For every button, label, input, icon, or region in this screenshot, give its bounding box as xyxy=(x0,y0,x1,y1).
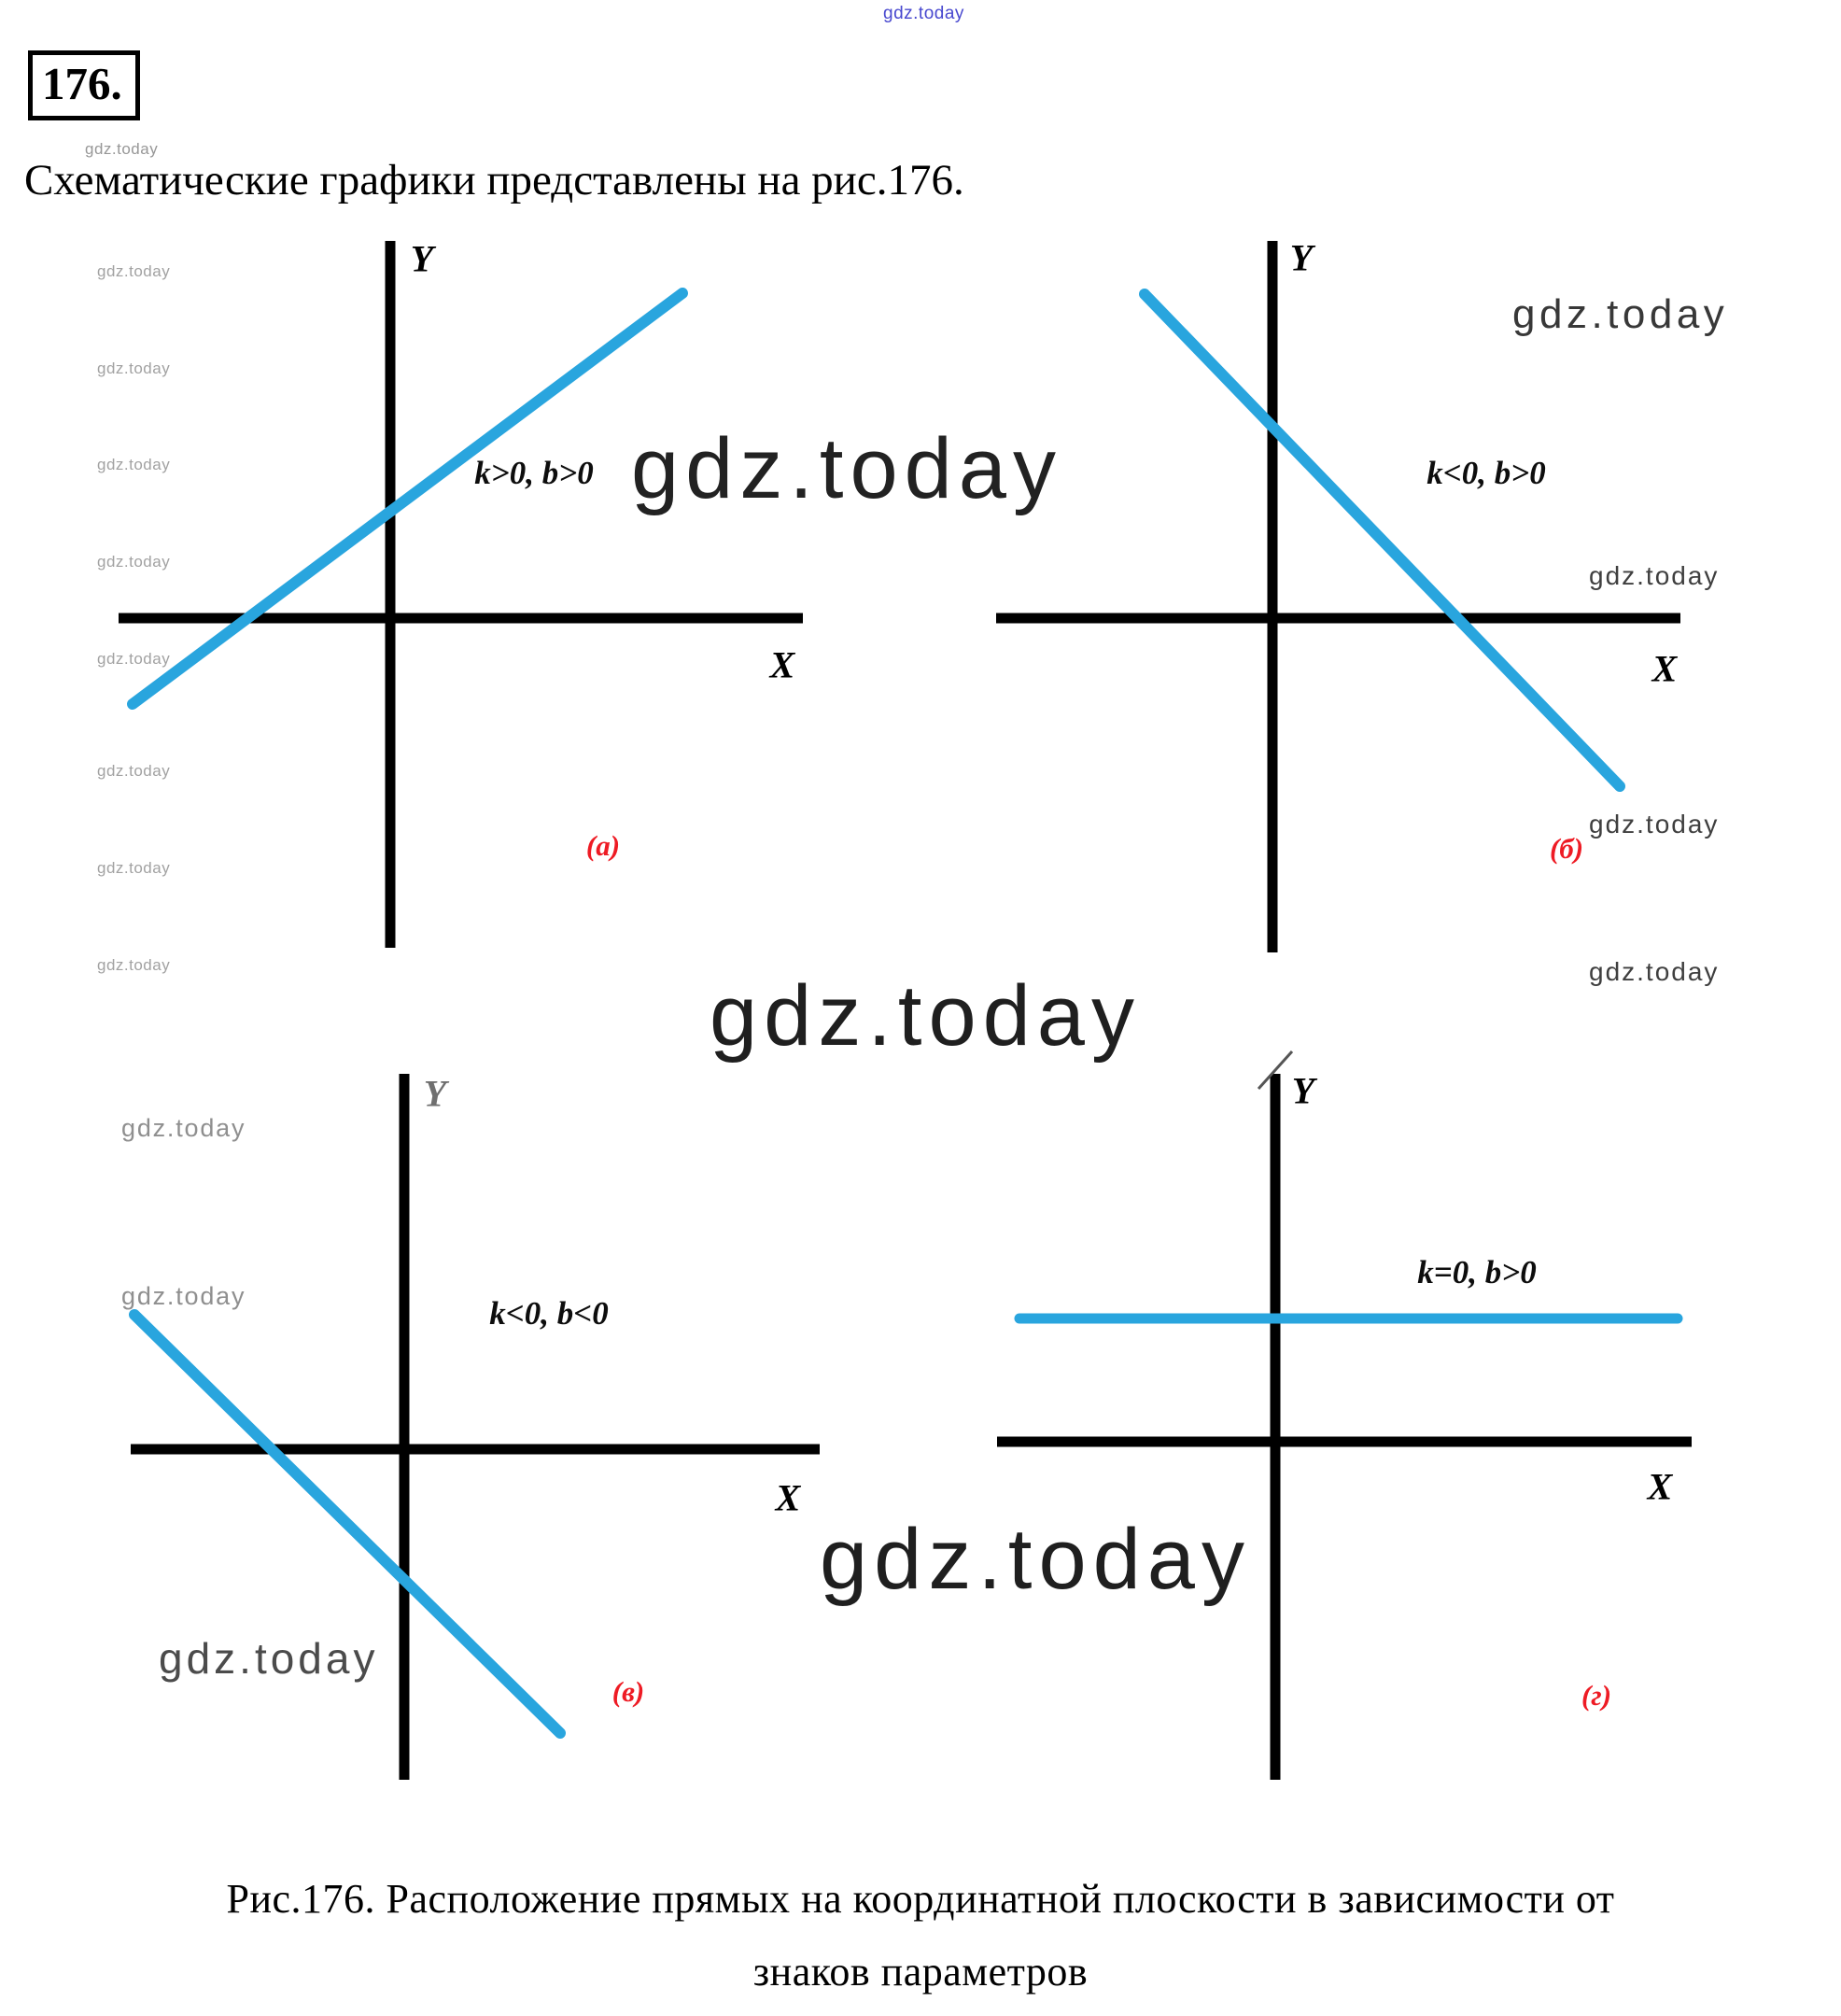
graph-v-x-axis-label: X xyxy=(775,1476,801,1519)
page-title: Схематические графики представлены на рис.176. xyxy=(24,156,964,204)
watermark: gdz.today xyxy=(1589,957,1720,986)
graph-a-marker: (а) xyxy=(585,829,621,862)
watermark-large: gdz.today xyxy=(820,1512,1251,1607)
watermark: gdz.today xyxy=(97,553,171,571)
watermark: gdz.today xyxy=(97,262,171,280)
figure-caption-line1: Рис.176. Расположение прямых на координатной плоскости в зависимости от xyxy=(226,1876,1615,1922)
watermark: gdz.today xyxy=(121,1114,246,1142)
watermark: gdz.today xyxy=(97,762,171,780)
graph-a-y-axis-label: Y xyxy=(410,237,434,280)
graph-g-x-axis-label: X xyxy=(1647,1465,1673,1508)
watermark-large: gdz.today xyxy=(631,421,1062,516)
watermark: gdz.today xyxy=(97,650,171,668)
watermark: gdz.today xyxy=(1512,291,1729,337)
watermark: gdz.today xyxy=(1589,561,1720,590)
watermark: gdz.today xyxy=(159,1634,379,1683)
watermark: gdz.today xyxy=(97,859,171,877)
graph-a-x-axis-label: X xyxy=(769,643,795,686)
watermark: gdz.today xyxy=(97,456,171,473)
graph-b-x-axis-label: X xyxy=(1651,647,1678,690)
problem-number-box: 176. xyxy=(28,50,140,120)
graph-v-marker: (в) xyxy=(611,1675,645,1708)
graph-g-marker: (г) xyxy=(1581,1679,1612,1712)
graph-a-blue-line xyxy=(133,293,682,704)
figure-caption-line2: знаков параметров xyxy=(752,1949,1089,1995)
watermark-top-blue: gdz.today xyxy=(883,4,964,23)
watermark: gdz.today xyxy=(1589,810,1720,839)
graph-b-marker: (б) xyxy=(1549,832,1584,865)
graph-a-condition-label: k>0, b>0 xyxy=(474,455,594,491)
watermark: gdz.today xyxy=(97,359,171,377)
graph-v-y-axis-label: Y xyxy=(423,1072,447,1115)
graph-g-condition-label: k=0, b>0 xyxy=(1417,1254,1537,1290)
graph-v-condition-label: k<0, b<0 xyxy=(489,1295,609,1332)
graph-b-y-axis-label: Y xyxy=(1289,236,1314,279)
watermark-large: gdz.today xyxy=(710,968,1141,1064)
graph-b-condition-label: k<0, b>0 xyxy=(1426,455,1546,491)
graph-b-blue-line xyxy=(1145,294,1620,786)
watermark: gdz.today xyxy=(97,956,171,974)
watermark: gdz.today xyxy=(121,1282,246,1310)
watermark: gdz.today xyxy=(85,140,159,158)
graph-g-y-axis-label: Y xyxy=(1291,1069,1315,1112)
